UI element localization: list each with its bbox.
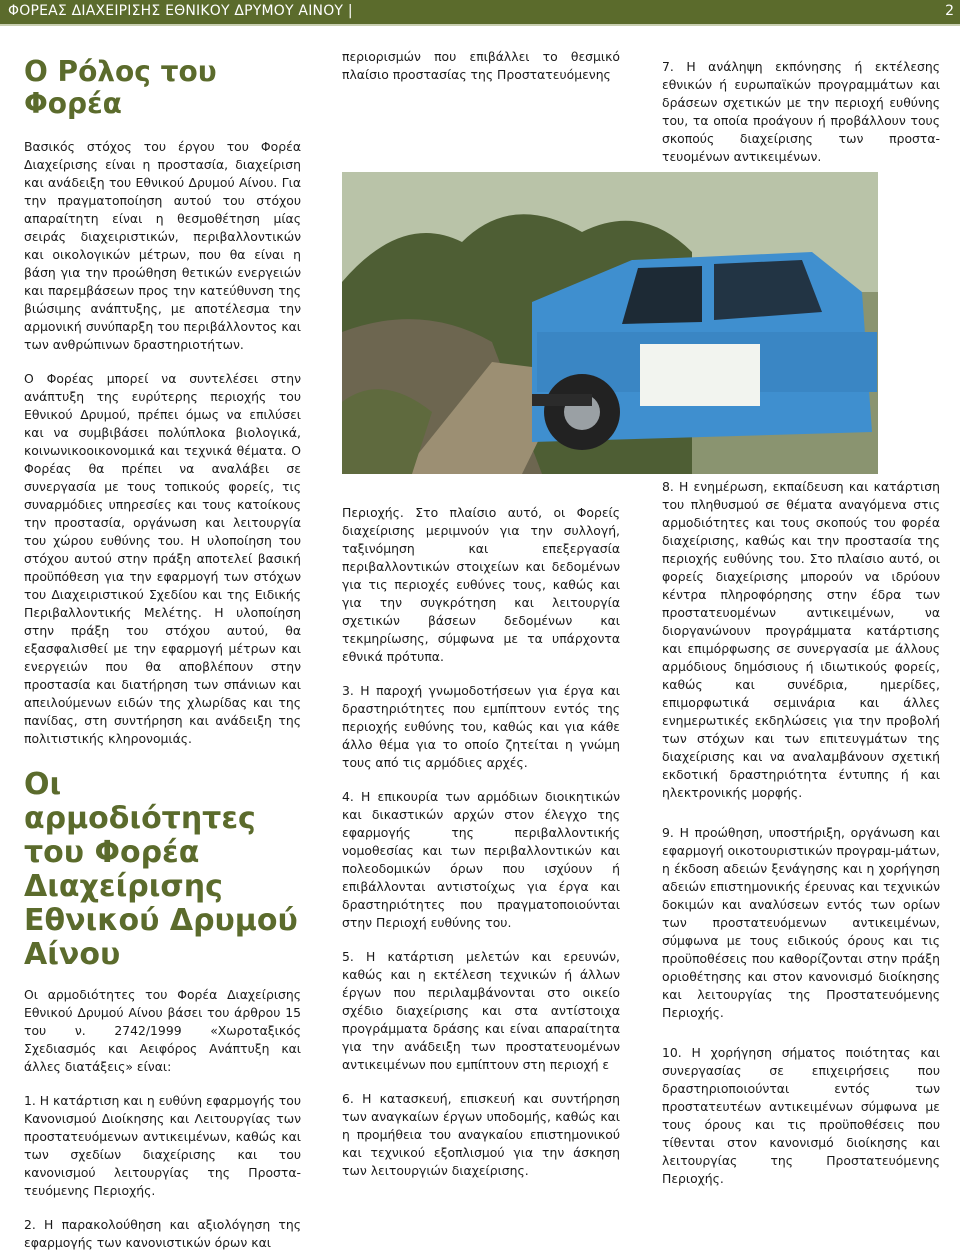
column-right-top xyxy=(662,58,940,166)
role-paragraph-1: Βασικός στόχος του έργου του Φορέα Διαχείρισης είναι η προστασία, διαχείριση και ανάδειξη του Εθνικού Δρυμού Αίνου. Για την πραγματοποίηση αυτού του στόχου απαραίτητη είναι η θεσμοθέτηση μίας σειράς διαχειριστικών, περιβαλλοντικών και οικολογικών μέτρων, που θα είναι η βάση για την προώθηση θετικών ενεργειών και παρεμβάσεων προς την κατεύθυνση της βιώσιμης ανάπτυξης, με αποτέλεσμα την αρμονική συνύπαρξη του περιβάλλοντος και των ανθρώπινων δραστηριοτήτων. xyxy=(24,139,301,352)
column-middle-top xyxy=(342,48,620,84)
competence-item-5: 5. Η κατάρτιση μελετών και ερευνών, καθώς και η εκτέλεση τεχνικών ή άλλων έργων που περιλαμβάνονται στο οικείο σχέδιο διαχείρισης και στα αντίστοιχα προγράμματα δράσης και είναι απαραίτητα για την ανάδειξη των προστατευομένων αντικειμένων που εμπίπτουν στη περιοχή ε xyxy=(342,949,620,1072)
competence-item-2-end: Περιοχής. Στο πλαίσιο αυτό, οι Φορείς διαχείρισης μεριμνούν για την συλλογή, ταξινόμηση και επεξεργασία περιβαλλοντικών στοιχείων και δεδομένων για τις περιοχές ευθύνες τους, καθώς και για την συγκρότηση και λειτουργία σχετικών βάσεων δεδομένων και τεκμηρίωσης, σύμφωνα με τα υπάρχοντα εθνικά πρότυπα. xyxy=(342,505,620,664)
competence-item-8: 8. Η ενημέρωση, εκπαίδευση και κατάρτιση του πληθυσμού σε θέματα αναγόμενα στις αρμοδιότητες και τους σκοπούς του φορέα διαχείρισης, καθώς και την προστασία της περιοχής ευθύνης του. Στο πλαίσιο αυτό, οι φορείς διαχείρισης μπορούν να ιδρύουν κέντρα πληροφόρησης στην έδρα των προστατευομένων αντικειμένων, να διοργανώνουν προγράμματα κατάρτισης και επιμόρφωσης σε συνεργασία με άλλους αρμόδιους δημόσιους ή ιδιωτικούς φορείς, καθώς και συνέδρια, ημερίδες, επιμορφωτικά σεμινάρια και άλλες ενημερωτικές εκδηλώσεις για την προβολή των στόχων και των επιτευγμάτων της διαχείρισης και να αναλαμβάνουν σχετική εκδοτική δραστηριότητα έντυπης ή και ηλεκτρονικής μορφής. xyxy=(662,479,940,800)
competence-item-4: 4. Η επικουρία των αρμόδιων διοικητικών και δικαστικών αρχών στον έλεγχο της εφαρμογής της περιβαλλοντικής νομοθεσίας και των περιβαλλοντικών και πολεοδομικών όρων που ισχύουν ή επιβάλλονται αντιστοίχως για έργα και δραστηριότητες που πραγματοποιούνται στην Περιοχή ευθύνης του. xyxy=(342,789,620,930)
column-middle-bottom xyxy=(342,504,620,1180)
column-right-bottom xyxy=(662,478,940,1188)
section-heading-role: Ο Ρόλος του Φορέα xyxy=(24,55,217,120)
competence-item-2-start: 2. Η παρακολούθηση και αξιολόγηση της εφαρμογής των κανονιστικών όρων και xyxy=(24,1217,301,1250)
role-paragraph-2: Ο Φορέας μπορεί να συντελέσει στην ανάπτυξη της ευρύτερης περιοχής του Εθνικού Δρυμού, πρέπει όμως να επιλύσει και να συμβιβάσει πολύπλοκα βιολογικά, κοινωνικοοικονομικά και τεχνικά θέματα. Ο Φορέας θα πρέπει να αναλάβει σε συνεργασία με τους τοπικούς φορείς, τις συναρμόδιες υπηρεσίες και τους κατοίκους την προστασία, οργάνωση και λειτουργία του χώρου ευθύνης του. Η υλοποίηση του στόχου αυτού στην πράξη αποτελεί βασική προϋπόθεση για την εφαρμογή των στόχων του Διαχειριστικού Σχεδίου και της Ειδικής Περιβαλλοντικής Μελέτης. Η υλοποίηση στην πράξη του στόχου αυτού, θα εξασφαλισθεί με την εφαρμογή μέτρων και ενεργειών που θα αποβλέπουν στην προστασία και διατήρηση των σπάνιων και απειλούμενων ειδών της χλωρίδας και της πανίδας, στη συντήρηση και ανάδειξη της πολιτιστικής κληρονομιάς. xyxy=(24,371,301,746)
competence-item-3: 3. Η παροχή γνωμοδοτήσεων για έργα και δραστηριότητες που εμπίπτουν εντός της περιοχής ευθύνης του, καθώς και για κάθε άλλο θέμα για το οποίο ζητείται η γνώμη τους από τις αρμόδιες αρχές. xyxy=(342,683,620,770)
section-heading-competences: Οι αρμοδιότητες του Φορέα Διαχείρισης Εθνικού Δρυμού Αίνου xyxy=(24,767,298,972)
competences-intro: Οι αρμοδιότητες του Φορέα Διαχείρισης Εθνικού Δρυμού Αίνου βάσει του άρθρου 15 του ν. 2742/1999 «Χωροταξικός Σχεδιασμός και Αειφόρος Ανάπτυξη και άλλες διατάξεις» είναι: xyxy=(24,987,301,1074)
competence-item-6: 6. Η κατασκευή, επισκευή και συντήρηση των αναγκαίων έργων υποδομής, καθώς και η προμήθεια του αναγκαίου επιστημονικού και τεχνικού εξοπλισμού για την άσκηση των λειτουργιών διαχείρισης. xyxy=(342,1091,620,1178)
competence-item-1: 1. Η κατάρτιση και η ευθύνη εφαρμογής του Κανονισμού Διοίκησης και Λειτουργίας των προστατευόμενων αντικειμένων, καθώς και των σχεδίων διαχείρισης και του κανονισμού λειτουργίας της Προστα-τευόμενης Περιοχής. xyxy=(24,1093,301,1198)
competence-item-2-cont: περιορισμών που επιβάλλει το θεσμικό πλαίσιο προστασίας της Προστατευόμενης xyxy=(342,49,620,82)
column-left xyxy=(24,56,301,1252)
header-title: ΦΟΡΕΑΣ ΔΙΑΧΕΙΡΙΣΗΣ ΕΘΝΙΚΟΥ ΔΡΥΜΟΥ ΑΙΝΟΥ | xyxy=(8,3,353,19)
competence-item-9: 9. Η προώθηση, υποστήριξη, οργάνωση και εφαρμογή οικοτουριστικών προγραμ-μάτων, η έκδοση αδειών ξενάγησης και η χορήγηση αδειών επιστημονικής έρευνας και τεχνικών δοκιμών και αναλύσεων εντός των ορίων των προστατευόμενων αντικειμένων, σύμφωνα με τους ειδικούς όρους και τις προϋποθέσεις που καθορίζονται στην πράξη οριοθέτησης και στον κανονισμό διοίκησης και λειτουργίας της Προστατευόμενης Περιοχής. xyxy=(662,825,940,1020)
page-number: 2 xyxy=(945,3,954,19)
competence-item-10: 10. Η χορήγηση σήματος ποιότητας και συνεργασίας σε επιχειρήσεις που δραστηριοποιούνται εντός των προστατευτέων αντικειμένων σύμφωνα με τους όρους και τις προϋποθέσεις που τίθενται στον κανονισμό διοίκησης και λειτουργίας της Προστατευόμενης Περιοχής. xyxy=(662,1045,940,1186)
competence-item-7: 7. Η ανάληψη εκπόνησης ή εκτέλεσης εθνικών ή ευρωπαϊκών προγραμμάτων και δράσεων σχετικών με την περιοχή ευθύνης του, τα οποία προάγουν ή προβάλλουν τους σκοπούς διαχείρισης των προστα-τευομένων αντικειμένων. xyxy=(662,59,940,164)
truck-photo xyxy=(342,172,878,474)
page-header xyxy=(0,0,960,24)
header-rule xyxy=(0,24,960,26)
